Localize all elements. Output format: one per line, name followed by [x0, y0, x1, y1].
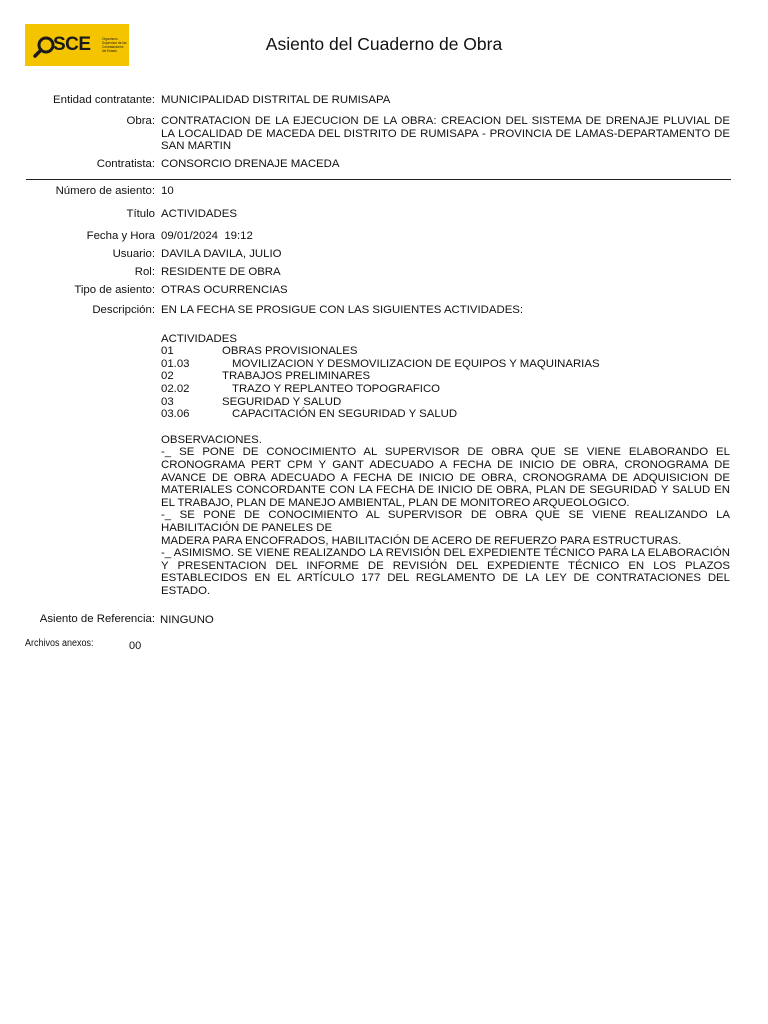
obra-label: Obra: — [126, 115, 155, 127]
descripcion-intro: EN LA FECHA SE PROSIGUE CON LAS SIGUIENTES ACTIVIDADES: — [161, 304, 524, 316]
actividad-code: 03.06 — [161, 408, 190, 421]
actividad-code: 01.03 — [161, 357, 190, 370]
actividad-code: 02 — [161, 370, 174, 383]
anexos-label: Archivos anexos: — [25, 638, 94, 649]
usuario-value: DAVILA DAVILA, JULIO — [161, 248, 282, 260]
logo-word: SCE — [53, 34, 91, 55]
observacion-item: -_ SE PONE DE CONOCIMIENTO AL SUPERVISOR DE OBRA QUE SE VIENE ELABORANDO EL CRONOGRAMA PERT CPM Y GANT ADECUADO A FECHA DE INICIO DE OBRA, CRONOGRAMA DE AVANCE DE OBRA ADECUADO A FECHA DE INICIO DE OBRA, CRONOGRAMA DE ADQUISICION DE MATERIALES CONCORDANTE CON LA FECHA DE INICIO DE OBRA, PLAN DE SEGURIDAD Y SALUD EN EL TRABAJO, PLAN DE MANEJO AMBIENTAL, PLAN DE MONITOREO ARQUEOLOGICO. — [161, 446, 730, 509]
observaciones-heading: OBSERVACIONES. — [161, 433, 262, 446]
actividad-name: TRAZO Y REPLANTEO TOPOGRAFICO — [232, 382, 441, 395]
actividad-name: MOVILIZACION Y DESMOVILIZACION DE EQUIPOS Y MAQUINARIAS — [232, 357, 600, 370]
actividad-name: TRABAJOS PRELIMINARES — [222, 370, 371, 383]
tipo-value: OTRAS OCURRENCIAS — [161, 284, 288, 296]
rol-value: RESIDENTE DE OBRA — [161, 266, 281, 278]
logo-tagline: Organismo Supervisor de las Contrataciones del Estado — [102, 37, 127, 53]
descripcion-label: Descripción: — [92, 304, 155, 316]
contratista-value: CONSORCIO DRENAJE MACEDA — [161, 158, 340, 170]
numero-label: Número de asiento: — [55, 185, 155, 197]
actividad-code: 03 — [161, 395, 174, 408]
actividad-row — [161, 370, 730, 383]
entidad-label: Entidad contratante: — [53, 94, 155, 106]
titulo-value: ACTIVIDADES — [161, 208, 237, 220]
actividad-row — [161, 345, 730, 358]
anexos-value: 00 — [129, 640, 142, 652]
titulo-label: Título — [126, 208, 155, 220]
referencia-label: Asiento de Referencia: — [39, 613, 155, 625]
actividad-row — [161, 383, 730, 396]
observacion-item: -_ ASIMISMO. SE VIENE REALIZANDO LA REVISIÓN DEL EXPEDIENTE TÉCNICO PARA LA ELABORACIÓN Y PRESENTACION DEL INFORME DE REVISIÓN DEL EXPEDIENTE TÉCNICO EN LOS PLAZOS ESTABLECIDOS EN EL ARTÍCULO 177 DEL REGLAMENTO DE LA LEY DE CONTRATACIONES DEL ESTADO. — [161, 547, 730, 597]
referencia-value: NINGUNO — [160, 614, 214, 626]
usuario-label: Usuario: — [112, 248, 155, 260]
actividad-name: SEGURIDAD Y SALUD — [222, 395, 342, 408]
actividad-row — [161, 396, 730, 409]
actividad-row — [161, 358, 730, 371]
numero-value: 10 — [161, 185, 174, 197]
actividad-row — [161, 408, 730, 421]
document-title: Asiento del Cuaderno de Obra — [265, 34, 503, 54]
fecha-value: 09/01/2024 19:12 — [161, 230, 253, 242]
header-divider — [26, 179, 731, 180]
actividades-heading: ACTIVIDADES — [161, 332, 237, 345]
actividad-name: CAPACITACIÓN EN SEGURIDAD Y SALUD — [232, 408, 458, 421]
descripcion-body — [161, 304, 730, 597]
contratista-label: Contratista: — [96, 158, 155, 170]
rol-label: Rol: — [134, 266, 155, 278]
actividad-name: OBRAS PROVISIONALES — [222, 345, 358, 358]
observacion-item: MADERA PARA ENCOFRADOS, HABILITACIÓN DE ACERO DE REFUERZO PARA ESTRUCTURAS. — [161, 534, 682, 547]
observacion-item: -_ SE PONE DE CONOCIMIENTO AL SUPERVISOR DE OBRA QUE SE VIENE REALIZANDO LA HABILITACIÓN DE PANELES DE — [161, 509, 730, 534]
tipo-label: Tipo de asiento: — [74, 284, 155, 296]
observaciones-block — [161, 434, 730, 598]
entidad-value: MUNICIPALIDAD DISTRITAL DE RUMISAPA — [161, 94, 391, 106]
actividad-code: 01 — [161, 345, 174, 358]
actividad-code: 02.02 — [161, 382, 190, 395]
fecha-label: Fecha y Hora — [86, 230, 155, 242]
actividades-list — [161, 345, 730, 421]
obra-value: CONTRATACION DE LA EJECUCION DE LA OBRA: CREACION DEL SISTEMA DE DRENAJE PLUVIAL DE LA LOCALIDAD DE MACEDA DEL DISTRITO DE RUMISAPA - PROVINCIA DE LAMAS-DEPARTAMENTO DE SAN MARTIN — [161, 115, 730, 153]
